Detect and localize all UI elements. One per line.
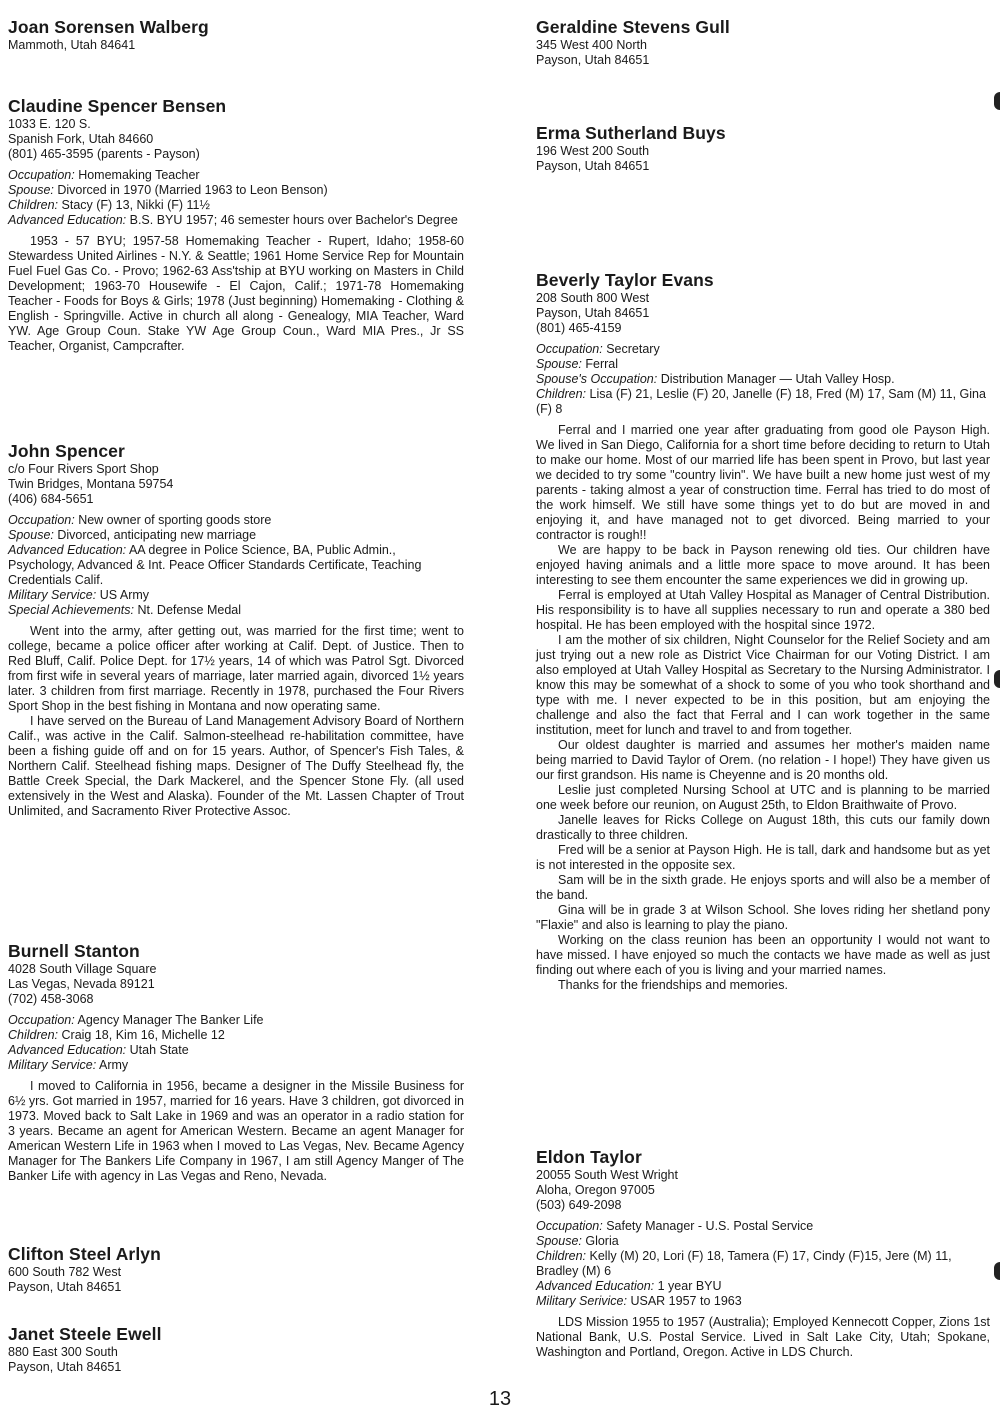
person-name: John Spencer: [8, 441, 125, 461]
bio-paragraph: Went into the army, after getting out, was married for the first time; went to college, became a police officer after working at Calif. Dept. of Justice. Then to Red Bluff, Calif. Police Dept. for 17½ years, 14 of which was Patrol Sgt. Divorced from first wife in several years of marriage, later married again, divorced 1½ years later. 3 children from first marriage. Recently in 1978, purchased the Four Rivers Sport Shop in the best fishing in Montana and now operating same.: [8, 624, 464, 713]
info-field: [8, 513, 464, 528]
info-field: [8, 168, 464, 183]
address-line: Las Vegas, Nevada 89121: [8, 977, 155, 991]
field-value: AA degree in Police Science, BA, Public Admin., Psychology, Advanced & Int. Peace Officer Standards Certificate, Teaching Credentials Calif.: [8, 543, 422, 587]
bio-paragraph: I am the mother of six children, Night Counselor for the Relief Society and am just trying out a new role as District Vice Chairman for our Voting District. I am also employed at Utah Valley Hospital as Secretary to the Nursing Administrator. I know this may be somewhat of a shock to some of you who took shorthand and type with me. I never expected to be in this position, but am enjoying the challenge and also the fact that Ferral and I can work together in the same institution, meet for lunch and travel to and from together.: [536, 633, 990, 737]
field-value: 1 year BYU: [657, 1279, 722, 1293]
info-field: [8, 1058, 464, 1073]
address-line: Spanish Fork, Utah 84660: [8, 132, 154, 146]
info-field: [8, 603, 464, 618]
entry: [536, 122, 990, 174]
field-value: B.S. BYU 1957; 46 semester hours over Bachelor's Degree: [129, 213, 458, 227]
bio-paragraph: Janelle leaves for Ricks College on August 18th, this cuts our family down drastically to three children.: [536, 813, 990, 842]
address-line: 4028 South Village Square: [8, 962, 157, 976]
field-value: Distribution Manager — Utah Valley Hosp.: [660, 372, 895, 386]
entry: [536, 269, 990, 993]
field-value: Secretary: [606, 342, 660, 356]
entry: [8, 940, 464, 1184]
field-label: Military Serivice:: [536, 1294, 627, 1308]
address-line: (406) 684-5651: [8, 492, 94, 506]
bio-paragraph: Ferral is employed at Utah Valley Hospital as Manager of Central Distribution. His responsibility is to have all supplies necessary to run and operate a 380 bed hospital. He has been employed with the hospital since 1972.: [536, 588, 990, 632]
bio-paragraph: I have served on the Bureau of Land Management Advisory Board of Northern Calif., was active in the Calif. Salmon-steelhead re-habilitation committee, have been a fishing guide off and on for 15 years. Author, of Spencer's Fish Tales, & Northern Calif. Steelhead fishing maps. Designer of The Duffy Steelhead fly, the Battle Creek Special, the Dark Mackerel, and the Spencer Stone Fly. (all used extensively in the West and Alaska). Founder of the Mt. Lassen Chapter of Trout Unlimited, and Sacramento River Protective Assoc.: [8, 714, 464, 818]
info-field: [8, 588, 464, 603]
address-line: (702) 458-3068: [8, 992, 94, 1006]
field-value: Divorced in 1970 (Married 1963 to Leon Benson): [57, 183, 328, 197]
field-label: Advanced Education:: [8, 1043, 127, 1057]
field-value: Divorced, anticipating new marriage: [57, 528, 257, 542]
field-value: Stacy (F) 13, Nikki (F) 11½: [61, 198, 210, 212]
info-field: [8, 1028, 464, 1043]
field-value: Agency Manager The Banker Life: [77, 1013, 264, 1027]
field-label: Military Service:: [8, 1058, 97, 1072]
address-line: 345 West 400 North: [536, 38, 647, 52]
person-name: Geraldine Stevens Gull: [536, 17, 730, 37]
bio-paragraph: Working on the class reunion has been an opportunity I would not want to have missed. I have enjoyed so much the contacts we have made as well as just finding out where each of you is living and your married names.: [536, 933, 990, 977]
field-value: Homemaking Teacher: [78, 168, 200, 182]
entry: [8, 95, 464, 354]
field-label: Spouse:: [8, 183, 54, 197]
field-value: Nt. Defense Medal: [137, 603, 242, 617]
info-field: [8, 198, 464, 213]
field-label: Advanced Education:: [8, 543, 127, 557]
address-line: 196 West 200 South: [536, 144, 650, 158]
binder-hole-mark: [994, 92, 1000, 110]
info-field: [536, 1234, 990, 1249]
address-line: Payson, Utah 84651: [536, 53, 650, 67]
bio-paragraph: Leslie just completed Nursing School at UTC and is planning to be married one week before our reunion, on August 25th, to Eldon Braithwaite of Provo.: [536, 783, 990, 812]
info-field: [8, 1013, 464, 1028]
info-field: [8, 183, 464, 198]
bio-paragraph: Fred will be a senior at Payson High. He is tall, dark and handsome but as yet is not interested in the opposite sex.: [536, 843, 990, 872]
field-label: Occupation:: [8, 168, 75, 182]
address-line: Payson, Utah 84651: [8, 1360, 122, 1374]
person-name: Clifton Steel Arlyn: [8, 1244, 161, 1264]
field-value: Lisa (F) 21, Leslie (F) 20, Janelle (F) 18, Fred (M) 17, Sam (M) 11, Gina (F) 8: [536, 387, 986, 416]
bio-paragraph: Thanks for the friendships and memories.: [558, 978, 788, 992]
field-label: Occupation:: [536, 1219, 603, 1233]
bio-paragraph: Gina will be in grade 3 at Wilson School. She loves riding her shetland pony "Flaxie" and also is learning to play the piano.: [536, 903, 990, 932]
address-line: Twin Bridges, Montana 59754: [8, 477, 174, 491]
address-line: Payson, Utah 84651: [536, 159, 650, 173]
page-number: 13: [488, 1388, 512, 1410]
address-line: 208 South 800 West: [536, 291, 650, 305]
entry: [8, 440, 464, 819]
field-value: US Army: [99, 588, 150, 602]
binder-hole-mark: [994, 670, 1000, 688]
entry: [8, 1243, 464, 1295]
person-name: Erma Sutherland Buys: [536, 123, 726, 143]
field-label: Advanced Education:: [8, 213, 127, 227]
info-field: [536, 387, 990, 417]
person-name: Beverly Taylor Evans: [536, 270, 714, 290]
info-field: [536, 357, 990, 372]
field-label: Spouse:: [536, 357, 582, 371]
person-name: Janet Steele Ewell: [8, 1324, 162, 1344]
info-field: [536, 1249, 990, 1279]
field-value: Kelly (M) 20, Lori (F) 18, Tamera (F) 17, Cindy (F)15, Jere (M) 11, Bradley (M) 6: [536, 1249, 952, 1278]
address-line: Payson, Utah 84651: [536, 306, 650, 320]
field-label: Occupation:: [8, 1013, 75, 1027]
info-field: [536, 342, 990, 357]
field-label: Occupation:: [8, 513, 75, 527]
person-name: Eldon Taylor: [536, 1147, 642, 1167]
field-label: Children:: [8, 198, 59, 212]
field-label: Children:: [8, 1028, 59, 1042]
address-line: (801) 465-3595 (parents - Payson): [8, 147, 200, 161]
bio-paragraph: We are happy to be back in Payson renewing old ties. Our children have enjoyed having animals and a little more space to move around. It has been interesting to see them encounter the same experiences we did in growing up.: [536, 543, 990, 587]
field-value: Army: [99, 1058, 129, 1072]
bio-paragraph: 1953 - 57 BYU; 1957-58 Homemaking Teacher - Rupert, Idaho; 1958-60 Stewardess United Airlines - N.Y. & Seattle; 1961 Home Service Rep for Mountain Fuel Fuel Gas Co. - Provo; 1962-63 Ass'tship at BYU working on Masters in Child Development; 1963-70 Housewife - El Cajon, Calif.; 1971-78 Homemaking Teacher - Foods for Boys & Girls; 1978 (Just beginning) Homemaking - Clothing & English - Springville. Active in church all along - Genealogy, MIA Teacher, Ward YW. Age Group Coun. Stake YW Age Group Coun., Ward MIA Pres., Jr SS Teacher, Organist, Campcrafter.: [8, 234, 464, 353]
bio-paragraph: I moved to California in 1956, became a designer in the Missile Business for 6½ yrs. Got married in 1957, married for 16 years. Have 3 children, got divorced in 1973. Moved back to Salt Lake in 1969 and was an operator in a radio station for 3 years. Became an agent for American Western. Became an agent Manager for American Western Life in 1963 when I moved to Las Vegas, Nev. Became Agency Manager for The Bankers Life Company in 1967, I am still Agency Manger of The Banker Life with agency in Las Vegas and Reno, Nevada.: [8, 1079, 464, 1183]
bio-paragraph: Sam will be in the sixth grade. He enjoys sports and will also be a member of the band.: [536, 873, 990, 902]
field-value: Craig 18, Kim 16, Michelle 12: [61, 1028, 225, 1042]
entry: [536, 1146, 990, 1360]
field-label: Children:: [536, 1249, 587, 1263]
address-line: 880 East 300 South: [8, 1345, 118, 1359]
field-label: Special Achievements:: [8, 603, 134, 617]
field-value: USAR 1957 to 1963: [630, 1294, 742, 1308]
bio-paragraph: LDS Mission 1955 to 1957 (Australia); Employed Kennecott Copper, Zions 1st National Bank, U.S. Postal Service. Lived in Salt Lake City, Utah; Spokane, Washington and Portland, Oregon. Active in LDS Church.: [536, 1315, 990, 1359]
field-label: Occupation:: [536, 342, 603, 356]
info-field: [536, 1294, 990, 1309]
entry: [8, 1323, 464, 1375]
field-label: Military Service:: [8, 588, 97, 602]
info-field: [8, 1043, 464, 1058]
info-field: [8, 213, 464, 228]
address-line: (503) 649-2098: [536, 1198, 622, 1212]
info-field: [536, 1279, 990, 1294]
field-value: Gloria: [585, 1234, 619, 1248]
person-name: Burnell Stanton: [8, 941, 140, 961]
address-line: 600 South 782 West: [8, 1265, 122, 1279]
field-label: Spouse:: [536, 1234, 582, 1248]
bio-paragraph: Our oldest daughter is married and assumes her mother's maiden name being married to David Taylor of Orem. (no relation - I hope!) They have given us our first grandson. His name is Cheyenne and is 20 months old.: [536, 738, 990, 782]
address-line: Aloha, Oregon 97005: [536, 1183, 655, 1197]
address-line: Payson, Utah 84651: [8, 1280, 122, 1294]
bio-paragraph: Ferral and I married one year after graduating from good ole Payson High. We lived in San Diego, California for a short time before deciding to return to Utah to make our home. Most of our married life has been spent in Provo, but last year we decided to try some "country livin". We have built a new home just west of my parents - taking almost a year of construction time. Ferral has tried to do most of the work himself. We still have some things yet to do but are moved in and enjoying it, and have managed not to get divorced. Being married to your contractor is rough!!: [536, 423, 990, 542]
address-line: c/o Four Rivers Sport Shop: [8, 462, 159, 476]
field-label: Spouse:: [8, 528, 54, 542]
info-field: [536, 372, 990, 387]
address-line: Mammoth, Utah 84641: [8, 38, 136, 52]
field-label: Children:: [536, 387, 587, 401]
field-value: Safety Manager - U.S. Postal Service: [606, 1219, 814, 1233]
info-field: [8, 528, 464, 543]
info-field: [8, 543, 464, 588]
address-line: (801) 465-4159: [536, 321, 622, 335]
info-field: [536, 1219, 990, 1234]
field-value: Ferral: [585, 357, 619, 371]
binder-hole-mark: [994, 1262, 1000, 1280]
field-value: New owner of sporting goods store: [78, 513, 272, 527]
entry: [8, 16, 464, 53]
entry: [536, 16, 990, 68]
field-label: Spouse's Occupation:: [536, 372, 658, 386]
address-line: 1033 E. 120 S.: [8, 117, 91, 131]
field-label: Advanced Education:: [536, 1279, 655, 1293]
person-name: Joan Sorensen Walberg: [8, 17, 209, 37]
field-value: Utah State: [129, 1043, 189, 1057]
person-name: Claudine Spencer Bensen: [8, 96, 227, 116]
address-line: 20055 South West Wright: [536, 1168, 678, 1182]
